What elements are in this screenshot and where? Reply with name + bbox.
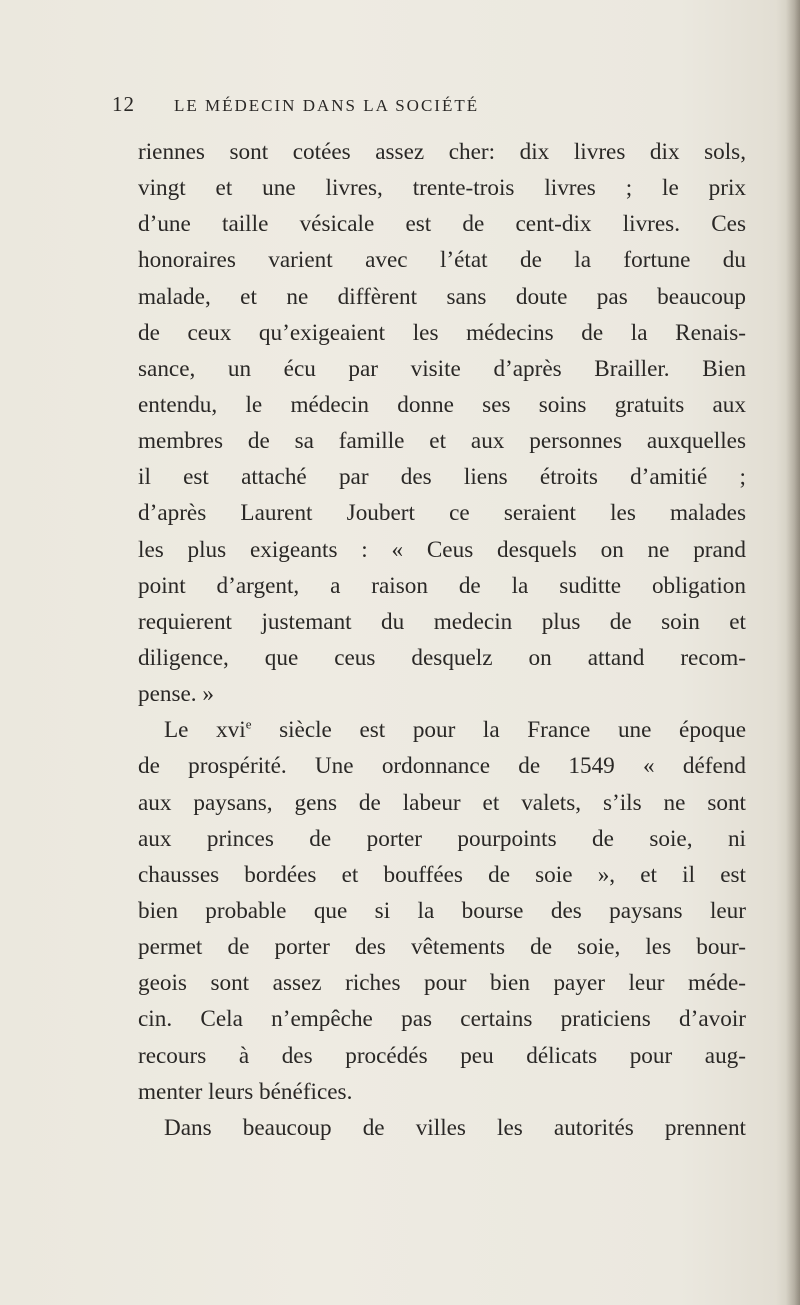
text-line: recours à des procédés peu délicats pour aug- — [138, 1042, 746, 1069]
text-line: d’après Laurent Joubert ce seraient les malades — [138, 500, 746, 527]
text-line: cin. Cela n’empêche pas certains praticiens d’avoir — [138, 1006, 746, 1033]
text-line-with-superscript — [138, 712, 746, 748]
text-fragment: siècle est pour la France une époque — [251, 717, 746, 744]
superscript: e — [245, 716, 252, 732]
running-head — [112, 92, 712, 122]
text-line: aux paysans, gens de labeur et valets, s’ils ne sont — [138, 789, 746, 816]
text-line: geois sont assez riches pour bien payer leur méde- — [138, 970, 746, 997]
text-line: riennes sont cotées assez cher: dix livres dix sols, — [138, 139, 746, 165]
text-line: honoraires varient avec l’état de la fortune du — [138, 247, 746, 274]
text-line: d’une taille vésicale est de cent-dix livres. Ces — [138, 211, 746, 238]
text-line: entendu, le médecin donne ses soins gratuits aux — [138, 391, 746, 418]
text-line: sance, un écu par visite d’après Brailler. Bien — [138, 355, 746, 382]
text-line: requierent justemant du medecin plus de soin et — [138, 608, 746, 635]
text-fragment: Le xvi — [164, 717, 246, 744]
page-number: 12 — [112, 92, 135, 116]
text-line: bien probable que si la bourse des paysans leur — [138, 897, 746, 924]
text-line: membres de sa famille et aux personnes auxquelles — [138, 428, 746, 455]
text-line: de ceux qu’exigeaient les médecins de la Renais- — [138, 319, 746, 346]
text-line: aux princes de porter pourpoints de soie, ni — [138, 825, 746, 852]
text-line: point d’argent, a raison de la suditte obligation — [138, 572, 746, 599]
text-line: chausses bordées et bouffées de soie », et il est — [138, 861, 746, 888]
text-line: diligence, que ceus desquelz on attand recom- — [138, 644, 746, 671]
running-title: LE MÉDECIN DANS LA SOCIÉTÉ — [174, 96, 480, 115]
text-line: menter leurs bénéfices. — [138, 1078, 353, 1105]
text-line: de prospérité. Une ordonnance de 1549 « défend — [138, 753, 746, 780]
text-line: malade, et ne diffèrent sans doute pas beaucoup — [138, 283, 746, 310]
text-line: il est attaché par des liens étroits d’amitié ; — [138, 464, 746, 491]
text-line: Dans beaucoup de villes les autorités prennent — [164, 1114, 746, 1141]
text-line: pense. » — [138, 681, 214, 708]
page-edge-shadow — [786, 0, 800, 1305]
text-line: les plus exigeants : « Ceus desquels on ne prand — [138, 536, 746, 563]
text-line: vingt et une livres, trente-trois livres ; le prix — [138, 175, 746, 202]
text-line: permet de porter des vêtements de soie, les bour- — [138, 934, 746, 961]
body-text — [138, 134, 746, 1146]
